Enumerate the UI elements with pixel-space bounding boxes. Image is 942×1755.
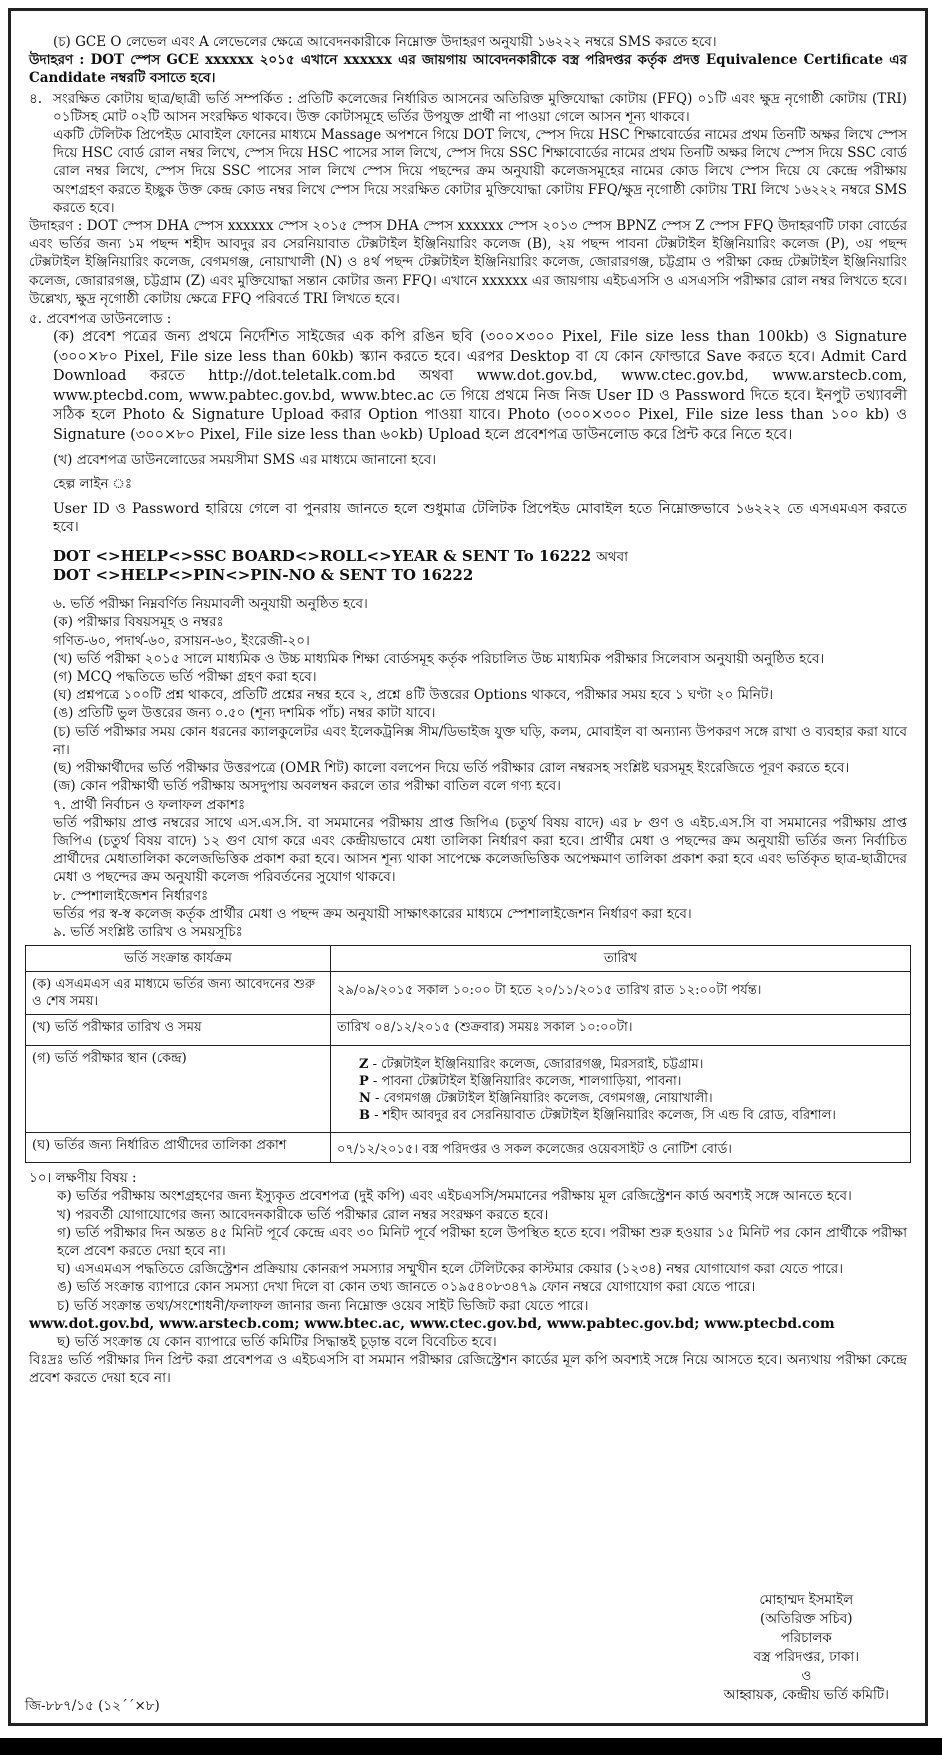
section5-heading: ৫. প্রবেশপত্র ডাউনলোড :	[29, 311, 172, 328]
section5-admit-card-text: (ক) প্রবেশ পত্রের জন্য প্রথমে নির্দেশিত সাইজের এক কপি রঙিন ছবি (৩০০×৩০০ Pixel, File size less than 100kb) ও Signature (৩০০×৮০ Pixel, File size less than 60kb) স্ক্যান করতে হবে। এরপর Desktop বা যে কোন ফোল্ডারে Save করতে হবে। Admit Card Download করতে http://dot.teletalk.com.bd অথবা www.dot.gov.bd, www.ctec.gov.bd, www.arstecb.com, www.ptecbd.com, www.pabtec.gov.bd, www.btec.ac তে গিয়ে প্রথমে নিজ নিজ User ID ও Password দিতে হবে। ইনপুট তথ্যাবলী সঠিক হলে Photo & Signature Upload করার Option পাওয়া যাবে। Photo (৩০০×৩০০ Pixel, File size less than ১০০ kb) ও Signature (৩০০×৮০ Pixel, File size less than ৬০kb) Upload হলে প্রবেশপত্র ডাউনলোড করে প্রিন্ট করে নিতে হবে।	[53, 329, 907, 443]
schedule-table	[25, 945, 911, 1163]
venue-p-code: P	[359, 1074, 369, 1090]
helpline-command-or: অথবা	[596, 549, 629, 566]
section10-c: গ) ভর্তি পরীক্ষার দিন অন্তত ৪৫ মিনিট পূর্বে কেন্দ্রে এবং ৩০ মিনিট পূর্বে পরীক্ষা হলে উপস্থিত হতে হবে। পরীক্ষা শুরু হওয়ার ১৫ মিনিট পর কোন প্রার্থীকে পরীক্ষা হলে প্রবেশ করতে দেয়া হবে না।	[57, 1224, 907, 1259]
signatory-name: মোহাম্মদ ইসমাইল	[759, 1592, 854, 1608]
venue-n-code: N	[359, 1091, 371, 1107]
section10-g: ছ) ভর্তি সংক্রান্ত যে কোন ব্যাপারে ভর্তি কমিটির সিদ্ধান্তই চূড়ান্ত বলে বিবেচিত হবে।	[57, 1333, 497, 1350]
reference-number: জি-৮৮৭/১৫ (১২´´×৮)	[25, 1698, 160, 1714]
section10-b: খ) পরবর্তী যোগাযোগের জন্য আবেদনকারীকে ভর্তি পরীক্ষার রোল নম্বর সংরক্ষণ করতে হবে।	[57, 1206, 549, 1223]
signatory-title: (অতিরিক্ত সচিব)	[760, 1611, 853, 1627]
section6-g: (ছ) পরীক্ষার্থীদের ভর্তি পরীক্ষার উত্তরপত্রে (OMR শিট) কালো বলপেন দিয়ে ভর্তি পরীক্ষার রোল নম্বরসহ সংশ্লিষ্ট ঘরসমূহ ইংরেজিতে পূরণ করতে হবে।	[53, 760, 850, 777]
section4-quota-text: সংরক্ষিত কোটায় ছাত্র/ছাত্রী ভর্তি সম্পর্কিত : প্রতিটি কলেজের নির্ধারিত আসনের অতিরিক্ত মুক্তিযোদ্ধা কোটায় (FFQ) ০১টি এবং ক্ষুদ্র নৃগোষ্ঠী কোটায় (TRI) ০১টিসহ মোট ০২টি আসন সংরক্ষিত থাকবে। উক্ত কোটাসমূহে ভর্তির উপযুক্ত প্রার্থী না পাওয়া গেলে আসন শূন্য থাকবে।	[53, 90, 907, 125]
section8-heading: ৮. স্পেশালাইজেশন নির্ধারণঃ	[53, 887, 209, 904]
section6-c: (গ) MCQ পদ্ধতিতে ভর্তি পরীক্ষা গ্রহণ করা হবে।	[53, 669, 317, 686]
venue-b	[359, 1107, 904, 1124]
table-cell-activity: (গ) ভর্তি পরীক্ষার স্থান (কেন্দ্র)	[26, 1046, 331, 1133]
section6-a: (ক) পরীক্ষার বিষয়সমূহ ও নম্বরঃ	[53, 614, 224, 631]
section9-heading: ৯. ভর্তি সংশ্লিষ্ট তারিখ ও সময়সূচিঃ	[53, 923, 243, 940]
notice-body	[29, 33, 907, 1388]
venue-z-code: Z	[359, 1057, 369, 1073]
table-header-date: তারিখ	[331, 946, 911, 972]
section7-heading: ৭. প্রার্থী নির্বাচন ও ফলাফল প্রকাশঃ	[53, 796, 246, 813]
venue-n-text: - বেগমগঞ্জ টেক্সটাইল ইঞ্জিনিয়ারিং কলেজ, বেগমগঞ্জ, নোয়াখালী।	[375, 1091, 713, 1107]
section10-websites: www.dot.gov.bd, www.arstecb.com; www.btec.ac, www.ctec.gov.bd, www.pabtec.gov.bd; www.ptecbd.com	[29, 1315, 835, 1332]
venue-p	[359, 1073, 904, 1090]
section7-text: ভর্তি পরীক্ষায় প্রাপ্ত নম্বরের সাথে এস.এস.সি. বা সমমানের পরীক্ষায় প্রাপ্ত জিপিএ (চতুর্থ বিষয় বাদে) এর ৮ গুণ ও এইচ.এস.সি বা সমমানের পরীক্ষায় প্রাপ্ত জিপিএ (চতুর্থ বিষয় বাদে) ১২ গুণ যোগ করে এবং কেন্দ্রীয়ভাবে মেধা তালিকা নির্ধারণ করা হবে। প্রার্থীর মেধা ও পছন্দের ক্রম অনুযায়ী ভর্তির জন্য নির্বাচিত প্রার্থীদের মেধাতালিকা কলেজভিত্তিক প্রকাশ করা হবে। আসন শূন্য থাকা সাপেক্ষে কলেজভিত্তিক অপেক্ষমাণ তালিকা প্রকাশ করা হবে এবং ভর্তিকৃত ছাত্র-ছাত্রীদের মেধা ও পছন্দের ক্রম অনুযায়ী কলেজ পরিবর্তনের সুযোগ থাকবে।	[53, 814, 907, 886]
venue-n	[359, 1090, 904, 1107]
section10-a: ক) ভর্তির পরীক্ষায় অংশগ্রহণের জন্য ইস্যুকৃত প্রবেশপত্র (দুই কপি) এবং এইচএসসি/সমমানের পরীক্ষায় মূল রেজিস্ট্রেশন কার্ড অবশ্যই সঙ্গে আনতে হবে।	[57, 1188, 852, 1205]
table-row	[26, 1046, 911, 1133]
table-cell-activity: (ঘ) ভর্তির জন্য নির্ধারিত প্রার্থীদের তালিকা প্রকাশ	[26, 1133, 331, 1163]
helpline-command-2: DOT <>HELP<>PIN<>PIN-NO & SENT TO 16222	[53, 566, 474, 585]
table-cell-venues	[331, 1046, 911, 1133]
venue-b-text: - শহীদ আবদুর রব সেরনিয়াবাত টেক্সটাইল ইঞ্জিনিয়ারিং কলেজ, সি এন্ড বি রোড, বরিশাল।	[374, 1108, 836, 1124]
section5-sms-deadline: (খ) প্রবেশপত্র ডাউনলোডের সময়সীমা SMS এর মাধ্যমে জানানো হবে।	[53, 452, 437, 469]
section6-f: (চ) ভর্তি পরীক্ষার সময় কোন ধরনের ক্যালকুলেটর এবং ইলেকট্রনিক্স সীম/ডিভাইজ যুক্ত ঘড়ি, কলম, মোবাইল বা অন্যান্য উপকরণ সঙ্গে রাখা ও ব্যবহার করা যাবে না।	[53, 723, 907, 758]
section10-d: ঘ) এসএমএস পদ্ধতিতে রেজিস্ট্রেশন প্রক্রিয়ায় কোনরূপ সমস্যার সম্মুখীন হলে টেলিটকের কাস্টমার কেয়ার (১২৩৪) নম্বর যোগাযোগ করা যেতে পারে।	[57, 1261, 844, 1278]
helpline-command-1	[29, 546, 907, 566]
section3-gce-text: (চ) GCE O লেভেল এবং A লেভেলের ক্ষেত্রে আবেদনকারীকে নিম্নোক্ত উদাহরণ অনুযায়ী ১৬২২২ নম্বরে SMS করতে হবে।	[53, 34, 717, 50]
table-row	[26, 972, 911, 1015]
section6-h: (জ) কোন পরীক্ষার্থী ভর্তি পরীক্ষায় অসদুপায় অবলম্বন করলে তার পরীক্ষা বাতিল বলে গণ্য হবে।	[53, 778, 561, 795]
table-row	[26, 1015, 911, 1046]
table-cell-date: ০৭/১২/২০১৫। বস্ত্র পরিদপ্তর ও সকল কলেজের ওয়েবসাইট ও নোটিশ বোর্ড।	[331, 1133, 911, 1163]
signatory-role: পরিচালক	[780, 1630, 832, 1646]
venue-p-text: - পাবনা টেক্সটাইল ইঞ্জিনিয়ারিং কলেজ, শালগাড়িয়া, পাবনা।	[372, 1074, 682, 1090]
scan-edge-bar	[0, 1738, 942, 1755]
table-header-row	[26, 946, 911, 972]
section6-e: (ঙ) প্রতিটি ভুল উত্তরের জন্য ০.৫০ (শূন্য দশমিক পাঁচ) নম্বর কাটা যাবে।	[53, 705, 436, 722]
section8-text: ভর্তির পর স্ব-স্ব কলেজ কর্তৃক প্রার্থীর মেধা ও পছন্দ ক্রম অনুযায়ী সাক্ষাৎকারের মাধ্যমে স্পেশালাইজেশন নির্ধারণ করা হবে।	[53, 905, 692, 922]
note-text: বিঃদ্রঃ ভর্তি পরীক্ষার দিন প্রিন্ট করা প্রবেশপত্র ও এইচএসসি বা সমমান পরীক্ষার রেজিস্ট্রেশন কার্ডের মূল কপি অবশ্যই সঙ্গে নিয়ে আসতে হবে। অন্যথায় পরীক্ষা কেন্দ্রে প্রবেশ করতে দেয়া হবে না।	[29, 1352, 907, 1387]
table-row	[26, 1133, 911, 1163]
section6-d: (ঘ) প্রশ্নপত্রে ১০০টি প্রশ্ন থাকবে, প্রতিটি প্রশ্নের নম্বর হবে ২, প্রশ্নে ৪টি উত্তরের Options থাকবে, পরীক্ষার সময় হবে ১ ঘণ্টা ২০ মিনিট।	[53, 687, 774, 704]
signatory-convener: আহ্বায়ক, কেন্দ্রীয় ভর্তি কমিটি।	[723, 1687, 889, 1703]
section4-sms-instructions: একটি টেলিটক প্রিপেইড মোবাইল ফোনের মাধ্যমে Massage অপশনে গিয়ে DOT লিখে, স্পেস দিয়ে HSC শিক্ষাবোর্ডের নামের প্রথম তিনটি অক্ষর লিখে স্পেস দিয়ে HSC বোর্ড রোল নম্বর লিখে, স্পেস দিয়ে HSC পাসের সাল লিখে, স্পেস দিয়ে SSC শিক্ষাবোর্ডের নামের প্রথম তিনটি অক্ষর লিখে স্পেস দিয়ে SSC বোর্ড রোল নম্বর লিখে, স্পেস দিয়ে SSC পাসের সাল লিখে স্পেস দিয়ে পছন্দের ক্রম অনুযায়ী কলেজসমূহের নামের কোড লিখে স্পেস দিয়ে যে কেন্দ্রে পরীক্ষায় অংশগ্রহণ করতে ইচ্ছুক উক্ত কেন্দ্র কোড নম্বর লিখে স্পেস দিয়ে সংরক্ষিত কোটার মুক্তিযোদ্ধা কোটায় FFQ/ক্ষুদ্র নৃগোষ্ঠী কোটায় TRI লিখে ১৬২২২ নম্বরে SMS করতে হবে।	[53, 127, 907, 216]
section4	[29, 90, 907, 217]
table-cell-date: তারিখ ০৪/১২/২০১৫ (শুক্রবার) সময়ঃ সকাল ১০:০০টা।	[331, 1015, 911, 1046]
section6-b: (খ) ভর্তি পরীক্ষা ২০১৫ সালে মাধ্যমিক ও উচ্চ মাধ্যমিক শিক্ষা বোর্ডসমূহ কর্তৃক পরিচালিত উচ্চ মাধ্যমিক পরীক্ষার সিলেবাস অনুযায়ী অনুষ্ঠিত হবে।	[53, 650, 825, 667]
section10-heading: ১০। লক্ষণীয় বিষয় :	[29, 1170, 137, 1187]
section4-example: উদাহরণ : DOT স্পেস DHA স্পেস xxxxxx স্পেস ২০১৫ স্পেস DHA স্পেস xxxxxx স্পেস ২০১৩ স্পেস BPNZ স্পেস Z স্পেস FFQ উদাহরণটি ঢাকা বোর্ডের এবং ভর্তির জন্য ১ম পছন্দ শহীদ আবদুর রব সেরনিয়াবাত টেক্সটাইল ইঞ্জিনিয়ারিং কলেজ (B), ২য় পছন্দ পাবনা টেক্সটাইল ইঞ্জিনিয়ারিং কলেজ (P), ৩য় পছন্দ টেক্সটাইল ইঞ্জিনিয়ারিং কলেজ, বেগমগঞ্জ, নোয়াখালী (N) ও ৪র্থ পছন্দ টেক্সটাইল ইঞ্জিনিয়ারিং কলেজ, জোরারগঞ্জ, চট্টগ্রাম ও পরীক্ষা কেন্দ্র টেক্সটাইল ইঞ্জিনিয়ারিং কলেজ, জোরারগঞ্জ, চট্টগ্রাম (Z) এবং মুক্তিযোদ্ধা সন্তান কোটার জন্য FFQ। এখানে xxxxxx এর জায়গায় এইচএসসি ও এসএসসি পরীক্ষার রোল নম্বর লিখতে হবে। উল্লেখ্য, ক্ষুদ্র নৃগোষ্ঠী কোটায় ক্ষেত্রে FFQ পরিবর্তে TRI লিখতে হবে।	[29, 218, 907, 307]
helpline-heading: হেল্প লাইন ঃ	[53, 476, 133, 493]
table-cell-date: ২৯/০৯/২০১৫ সকাল ১০:০০ টা হতে ২০/১১/২০১৫ তারিখ রাত ১২:০০টা পর্যন্ত।	[331, 972, 911, 1015]
helpline-command-1-text: DOT <>HELP<>SSC BOARD<>ROLL<>YEAR & SENT To 16222	[53, 547, 592, 566]
venue-z	[359, 1056, 904, 1073]
signature-block	[724, 1591, 889, 1705]
section10-f: চ) ভর্তি সংক্রান্ত তথ্য/সংশোধনী/ফলাফল জানার জন্য নিম্নোক্ত ওয়েব সাইট ভিজিট করা যেতে পারে।	[57, 1297, 589, 1314]
section6-heading: ৬. ভর্তি পরীক্ষা নিম্নবর্ণিত নিয়মাবলী অনুযায়ী অনুষ্ঠিত হবে।	[53, 596, 368, 613]
signatory-and: ও	[801, 1668, 812, 1684]
section6-a-subjects: গণিত-৬০, পদার্থ-৬০, রসায়ন-৬০, ইংরেজী-২০।	[53, 632, 310, 649]
helpline-text: User ID ও Password হারিয়ে গেলে বা পুনরায় জানতে হলে শুধুমাত্র টেলিটক প্রিপেইড মোবাইল হতে নিম্নোক্তভাবে ১৬২২২ তে এসএমএস করতে হবে।	[53, 500, 907, 535]
venue-z-text: - টেক্সটাইল ইঞ্জিনিয়ারিং কলেজ, জোরারগঞ্জ, মিরসরাই, চট্টগ্রাম।	[372, 1057, 704, 1073]
table-cell-activity: (খ) ভর্তি পরীক্ষার তারিখ ও সময়	[26, 1015, 331, 1046]
section3-gce-example: উদাহরণ : DOT স্পেস GCE xxxxxx ২০১৫ এখানে xxxxxx এর জায়গায় আবেদনকারীকে বস্ত্র পরিদপ্তর কর্তৃক প্রদত্ত Equivalence Certificate এর Candidate নম্বরটি বসাতে হবে।	[29, 52, 907, 87]
signatory-office: বস্ত্র পরিদপ্তর, ঢাকা।	[753, 1649, 860, 1665]
section4-number: ৪.	[29, 90, 43, 107]
table-header-activity: ভর্তি সংক্রান্ত কার্যক্রম	[26, 946, 331, 972]
table-cell-activity: (ক) এসএমএস এর মাধ্যমে ভর্তির জন্য আবেদনের শুরু ও শেষ সময়।	[26, 972, 331, 1015]
notice-page	[8, 8, 928, 1726]
venue-b-code: B	[359, 1108, 370, 1124]
section10-e: ঙ) ভর্তি সংক্রান্ত ব্যাপারে কোন সমস্যা দেখা দিলে বা কোন তথ্য জানতে ০১৯৫৪০৮৩৪৭৯ ফোন নম্বরে যোগাযোগ করা যেতে পারে।	[57, 1279, 756, 1296]
